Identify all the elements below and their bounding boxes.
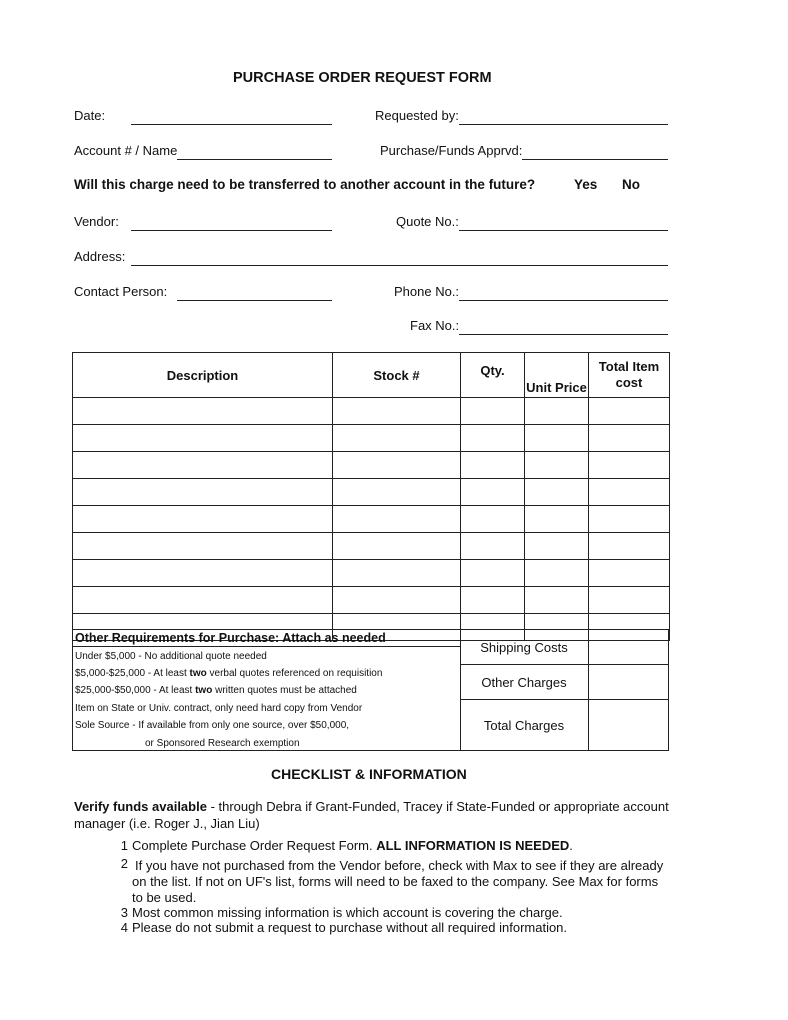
verify-funds-text xyxy=(74,799,669,814)
quote-field[interactable] xyxy=(459,216,668,231)
items-table-header xyxy=(73,353,670,398)
quote-label: Quote No.: xyxy=(396,214,459,229)
address-label: Address: xyxy=(74,249,126,264)
qty-cell[interactable] xyxy=(461,533,525,560)
total-cost-cell[interactable] xyxy=(589,533,670,560)
contact-label: Contact Person: xyxy=(74,284,168,299)
table-row xyxy=(73,506,670,533)
requirement-line xyxy=(75,685,357,696)
checklist-emphasis: ALL INFORMATION IS NEEDED xyxy=(376,838,570,853)
qty-cell[interactable] xyxy=(461,452,525,479)
phone-field[interactable] xyxy=(459,286,668,301)
total-cost-cell[interactable] xyxy=(589,479,670,506)
stock-header: Stock # xyxy=(333,353,461,398)
requirement-emphasis: two xyxy=(195,685,213,696)
checklist-text: Complete Purchase Order Request Form. xyxy=(132,838,377,853)
total-charges-value[interactable] xyxy=(589,700,668,750)
requested-by-field[interactable] xyxy=(459,110,668,125)
transfer-no-option[interactable]: No xyxy=(622,177,640,192)
total-cost-header: Total Item cost xyxy=(589,353,670,398)
total-cost-cell[interactable] xyxy=(589,425,670,452)
shipping-costs-label: Shipping Costs xyxy=(480,640,568,655)
unit-price-cell[interactable] xyxy=(525,533,589,560)
contact-field[interactable] xyxy=(177,286,332,301)
unit-price-cell[interactable] xyxy=(525,398,589,425)
total-cost-cell[interactable] xyxy=(589,398,670,425)
requirement-text: $5,000-$25,000 - At least xyxy=(75,668,190,679)
description-cell[interactable] xyxy=(73,560,333,587)
qty-header: Qty. xyxy=(461,353,525,398)
checklist-number: 2 xyxy=(120,856,128,871)
verify-funds-rest: - through Debra if Grant-Funded, Tracey if State-Funded or appropriate account xyxy=(206,799,669,814)
requirement-line: Item on State or Univ. contract, only need hard copy from Vendor xyxy=(75,703,363,714)
vendor-field[interactable] xyxy=(131,216,332,231)
requirement-emphasis: two xyxy=(189,668,207,679)
total-cost-cell[interactable] xyxy=(589,587,670,614)
other-charges-label: Other Charges xyxy=(481,675,567,690)
unit-price-header: Unit Price xyxy=(525,353,589,398)
qty-cell[interactable] xyxy=(461,506,525,533)
checklist-item-continued: on the list. If not on UF's list, forms will need to be faxed to the company. See Max for forms xyxy=(132,874,659,889)
items-table xyxy=(72,352,670,641)
stock-cell[interactable] xyxy=(333,425,461,452)
phone-label: Phone No.: xyxy=(394,284,460,299)
description-cell[interactable] xyxy=(73,398,333,425)
total-cost-cell[interactable] xyxy=(589,560,670,587)
shipping-costs-value[interactable] xyxy=(589,630,668,664)
unit-price-cell[interactable] xyxy=(525,425,589,452)
qty-cell[interactable] xyxy=(461,398,525,425)
stock-cell[interactable] xyxy=(333,587,461,614)
stock-cell[interactable] xyxy=(333,560,461,587)
stock-cell[interactable] xyxy=(333,506,461,533)
total-charges-label: Total Charges xyxy=(483,718,565,733)
unit-price-cell[interactable] xyxy=(525,452,589,479)
requirement-line xyxy=(75,668,382,679)
transfer-yes-option[interactable]: Yes xyxy=(574,177,598,192)
date-label: Date: xyxy=(74,108,106,123)
checklist-number: 1 xyxy=(120,838,128,853)
description-cell[interactable] xyxy=(73,533,333,560)
stock-cell[interactable] xyxy=(333,479,461,506)
page-title: PURCHASE ORDER REQUEST FORM xyxy=(233,70,492,86)
checklist-item: If you have not purchased from the Vendor before, check with Max to see if they are already xyxy=(135,858,664,873)
table-row xyxy=(73,533,670,560)
requirements-charges-box xyxy=(72,629,669,751)
checklist-item-continued: to be used. xyxy=(132,890,197,905)
funds-approved-field[interactable] xyxy=(522,145,668,160)
fax-field[interactable] xyxy=(459,320,668,335)
funds-approved-label: Purchase/Funds Apprvd: xyxy=(380,143,523,158)
vendor-label: Vendor: xyxy=(74,214,119,229)
date-field[interactable] xyxy=(131,110,332,125)
account-label: Account # / Name xyxy=(74,143,178,158)
unit-price-cell[interactable] xyxy=(525,587,589,614)
checklist-item xyxy=(132,838,573,853)
checklist-number: 4 xyxy=(120,920,128,935)
unit-price-cell[interactable] xyxy=(525,479,589,506)
table-row xyxy=(73,479,670,506)
table-row xyxy=(73,587,670,614)
table-row xyxy=(73,398,670,425)
transfer-question: Will this charge need to be transferred to another account in the future? xyxy=(74,177,536,192)
description-cell[interactable] xyxy=(73,452,333,479)
verify-funds-bold: Verify funds available xyxy=(74,799,207,814)
qty-cell[interactable] xyxy=(461,479,525,506)
requirement-text: $25,000-$50,000 - At least xyxy=(75,685,196,696)
requirement-line: Under $5,000 - No additional quote needed xyxy=(75,651,267,662)
description-header: Description xyxy=(73,353,333,398)
description-cell[interactable] xyxy=(73,479,333,506)
requirements-heading: Other Requirements for Purchase: Attach as needed xyxy=(73,630,460,647)
table-row xyxy=(73,560,670,587)
qty-cell[interactable] xyxy=(461,587,525,614)
requirement-line: or Sponsored Research exemption xyxy=(145,738,300,749)
unit-price-cell[interactable] xyxy=(525,560,589,587)
checklist-number: 3 xyxy=(120,905,128,920)
requirement-line: Sole Source - If available from only one source, over $50,000, xyxy=(75,720,350,731)
address-field[interactable] xyxy=(131,251,668,266)
qty-cell[interactable] xyxy=(461,560,525,587)
requested-by-label: Requested by: xyxy=(375,108,459,123)
qty-cell[interactable] xyxy=(461,425,525,452)
account-field[interactable] xyxy=(177,145,332,160)
description-cell[interactable] xyxy=(73,506,333,533)
table-row xyxy=(73,452,670,479)
table-row xyxy=(73,425,670,452)
total-cost-cell[interactable] xyxy=(589,452,670,479)
total-cost-cell[interactable] xyxy=(589,506,670,533)
verify-funds-line2: manager (i.e. Roger J., Jian Liu) xyxy=(74,816,260,831)
stock-cell[interactable] xyxy=(333,398,461,425)
stock-cell[interactable] xyxy=(333,533,461,560)
checklist-text: . xyxy=(569,838,573,853)
requirement-text: verbal quotes referenced on requisition xyxy=(206,668,383,679)
unit-price-cell[interactable] xyxy=(525,506,589,533)
stock-cell[interactable] xyxy=(333,452,461,479)
checklist-item: Please do not submit a request to purchase without all required information. xyxy=(132,920,568,935)
description-cell[interactable] xyxy=(73,425,333,452)
checklist-heading: CHECKLIST & INFORMATION xyxy=(271,766,467,782)
requirement-text: written quotes must be attached xyxy=(212,685,357,696)
checklist-item: Most common missing information is which account is covering the charge. xyxy=(132,905,563,920)
other-charges-value[interactable] xyxy=(589,665,668,699)
description-cell[interactable] xyxy=(73,587,333,614)
fax-label: Fax No.: xyxy=(410,318,460,333)
